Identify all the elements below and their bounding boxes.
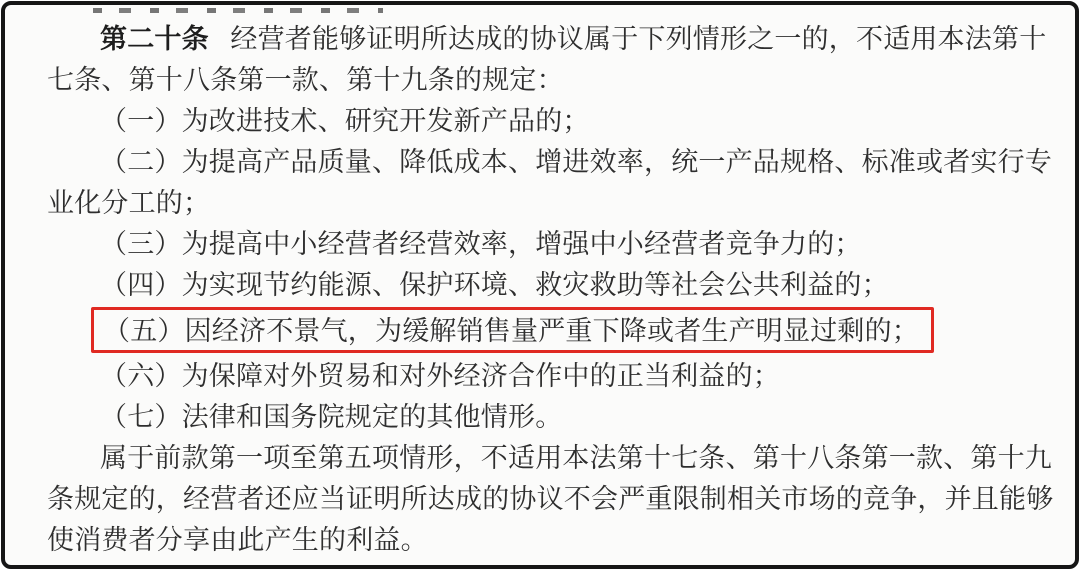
law-text-line-item-5 <box>47 306 1041 356</box>
article-lead-text: 经营者能够证明所达成的协议属于下列情形之一的，不适用本法第十 <box>230 24 1047 54</box>
law-text-line-item-6: （六）为保障对外贸易和对外经济合作中的正当利益的； <box>100 361 780 391</box>
law-text-line-item-1: （一）为改进技术、研究开发新产品的； <box>100 106 590 136</box>
law-text-line: 条规定的，经营者还应当证明所达成的协议不会严重限制相关市场的竞争，并且能够 <box>47 484 1054 514</box>
article-number: 第二十条 <box>100 24 209 54</box>
law-text-line-item-7: （七）法律和国务院规定的其他情形。 <box>100 402 563 432</box>
law-text-line-item-3: （三）为提高中小经营者经营效率，增强中小经营者竞争力的； <box>100 229 862 259</box>
law-text-line-item-2: （二）为提高产品质量、降低成本、增进效率，统一产品规格、标准或者实行专 <box>100 147 1052 177</box>
law-text-line <box>47 19 1047 60</box>
law-text-line: 七条、第十八条第一款、第十九条的规定： <box>47 65 564 95</box>
document-page <box>1 1 1079 569</box>
law-text-line-item-4: （四）为实现节约能源、保护环境、救灾救助等社会公共利益的； <box>100 270 889 300</box>
law-text-line: 属于前款第一项至第五项情形，不适用本法第十七条、第十八条第一款、第十九 <box>100 443 1052 473</box>
law-text-line: 使消费者分享由此产生的利益。 <box>47 525 428 555</box>
highlight-box: （五）因经济不景气，为缓解销售量严重下降或者生产明显过剩的； <box>91 307 934 353</box>
law-article-text <box>5 5 1075 561</box>
law-text-line: 业化分工的； <box>47 188 211 218</box>
